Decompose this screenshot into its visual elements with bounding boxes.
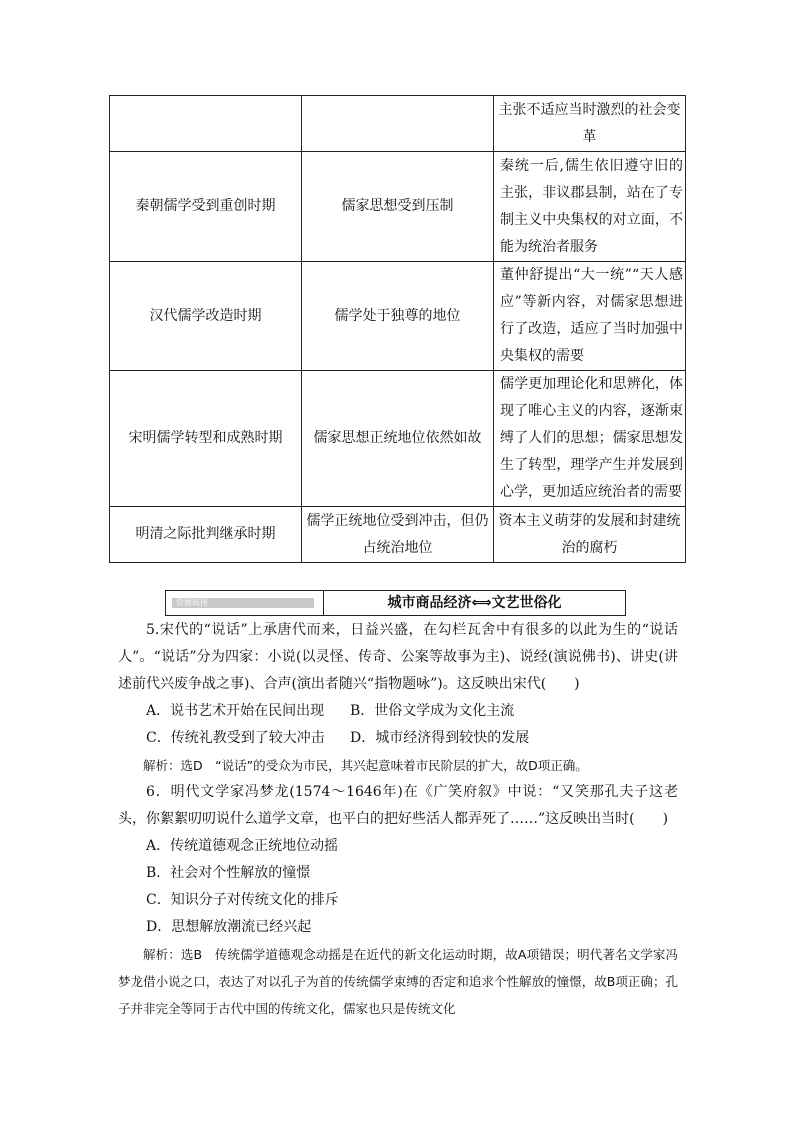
status-cell: 儒学处于独尊的地位 bbox=[302, 262, 494, 371]
reason-cell: 董仲舒提出“大一统”“天人感应”等新内容，对儒家思想进行了改造，适应了当时加强中央集权的需要 bbox=[494, 262, 686, 371]
option-c: C．传统礼教受到了较大冲击 bbox=[146, 730, 325, 746]
status-cell: 儒家思想受到压制 bbox=[302, 152, 494, 262]
options-row bbox=[118, 698, 678, 725]
reason-cell: 秦统一后,儒生依旧遵守旧的主张，非议郡县制，站在了专制主义中央集权的对立面，不能为统治者服务 bbox=[494, 152, 686, 262]
status-cell: 儒家思想正统地位依然如故 bbox=[302, 371, 494, 507]
question-stem: 5.宋代的“说话”上承唐代而来，日益兴盛，在勾栏瓦舍中有很多的以此为生的“说话人”。“说话”分为四家：小说(以灵怪、传奇、公案等故事为主)、说经(演说佛书)、讲史(讲述前代兴废争战之事)、合声(演出者随兴“指物题咏”)。这反映出宋代( ) bbox=[118, 622, 678, 692]
period-cell: 明清之际批判继承时期 bbox=[110, 507, 302, 563]
reason-cell: 主张不适应当时激烈的社会变革 bbox=[494, 96, 686, 152]
table-row bbox=[110, 152, 686, 262]
option-d: D．城市经济得到较快的发展 bbox=[350, 730, 530, 746]
question-stem: 6．明代文学家冯梦龙(1574～1646年)在《广笑府叙》中说：“又笑那孔夫子这老头，你絮絮叨叨说什么道学文章，也平白的把好些活人都弄死了……”这反映出当时( ) bbox=[118, 784, 678, 827]
table-row bbox=[110, 507, 686, 563]
table-row bbox=[110, 371, 686, 507]
confucianism-history-table bbox=[109, 95, 686, 563]
option-c: C．知识分子对传统文化的排斥 bbox=[146, 892, 339, 908]
reason-cell: 儒学更加理论化和思辨化，体现了唯心主义的内容，逐渐束缚了人们的思想；儒家思想发生了转型，理学产生并发展到心学，更加适应统治者的需要 bbox=[494, 371, 686, 507]
explanation: 解析：选B 传统儒学道德观念动摇是在近代的新文化运动时期，故A项错误；明代著名文学家冯梦龙借小说之口，表达了对以孔子为首的传统儒学束缚的否定和追求个性解放的憧憬，故B项正确；孔子并非完全等同于古代中国的传统文化，儒家也只是传统文化 bbox=[118, 947, 678, 1016]
period-cell: 汉代儒学改造时期 bbox=[110, 262, 302, 371]
explanation: 解析：选D “说话”的受众为市民，其兴起意味着市民阶层的扩大，故D项正确。 bbox=[143, 758, 588, 773]
table-row bbox=[110, 96, 686, 152]
option-a: A．说书艺术开始在民间出现 bbox=[146, 703, 325, 719]
option-d: D．思想解放潮流已经兴起 bbox=[146, 919, 312, 935]
options-row bbox=[118, 725, 678, 752]
status-cell bbox=[302, 96, 494, 152]
period-cell: 秦朝儒学受到重创时期 bbox=[110, 152, 302, 262]
topic-tag-label: 资源链接 bbox=[172, 598, 314, 608]
period-cell bbox=[110, 96, 302, 152]
topic-banner bbox=[165, 590, 626, 616]
option-a: A．传统道德观念正统地位动摇 bbox=[146, 838, 339, 854]
question-6 bbox=[118, 779, 678, 1022]
status-cell: 儒学正统地位受到冲击，但仍占统治地位 bbox=[302, 507, 494, 563]
topic-title: 城市商品经济⟺文艺世俗化 bbox=[387, 595, 562, 611]
topic-tag bbox=[166, 591, 324, 615]
option-b: B．世俗文学成为文化主流 bbox=[350, 703, 515, 719]
reason-cell: 资本主义萌芽的发展和封建统治的腐朽 bbox=[494, 507, 686, 563]
period-cell: 宋明儒学转型和成熟时期 bbox=[110, 371, 302, 507]
table-row bbox=[110, 262, 686, 371]
option-b: B．社会对个性解放的憧憬 bbox=[146, 865, 311, 881]
question-5 bbox=[118, 617, 678, 779]
